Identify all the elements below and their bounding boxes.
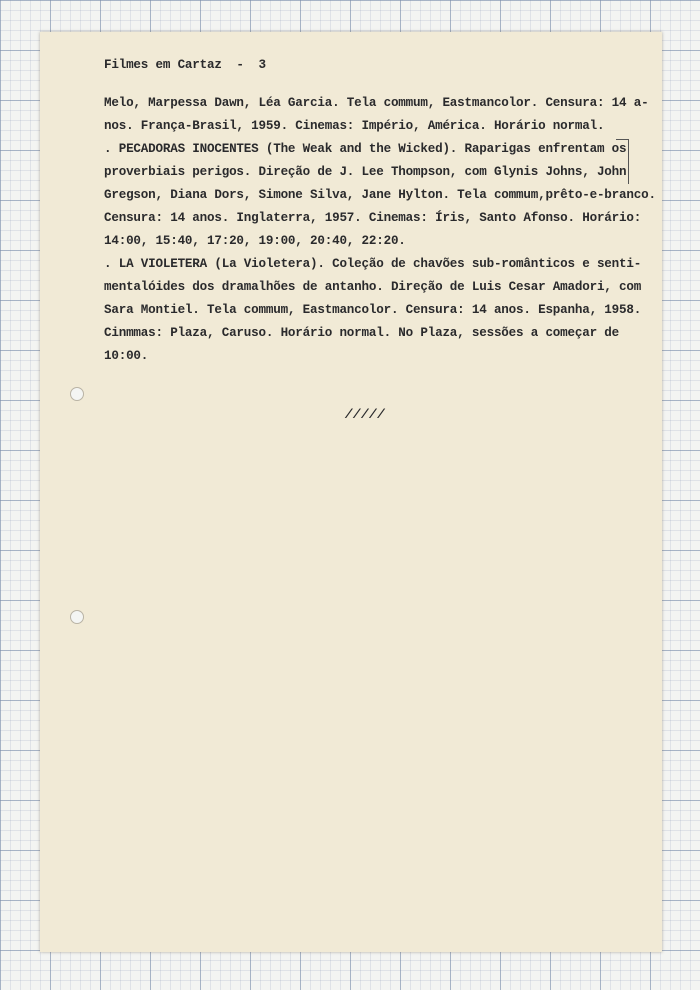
text-line: Censura: 14 anos. Inglaterra, 1957. Cinemas: Íris, Santo Afonso. Horário: bbox=[104, 211, 642, 225]
text-line: mentalóides dos dramalhões de antanho. Direção de Luis Cesar Amadori, com bbox=[104, 280, 642, 294]
text-line: Sara Montiel. Tela commum, Eastmancolor. Censura: 14 anos. Espanha, 1958. bbox=[104, 303, 642, 317]
text-line: 10:00. bbox=[104, 349, 149, 363]
text-line: Gregson, Diana Dors, Simone Silva, Jane Hylton. Tela commum,prêto-e-branco. bbox=[104, 188, 656, 202]
text-line: proverbiais perigos. Direção de J. Lee Thompson, com Glynis Johns, John bbox=[104, 165, 627, 179]
punch-hole-bottom bbox=[70, 610, 84, 624]
end-mark: ///// bbox=[344, 408, 386, 422]
text-line: Cinmmas: Plaza, Caruso. Horário normal. No Plaza, sessões a começar de bbox=[104, 326, 620, 340]
text-line: nos. França-Brasil, 1959. Cinemas: Império, América. Horário normal. bbox=[104, 119, 605, 133]
punch-hole-top bbox=[70, 387, 84, 401]
text-line: . PECADORAS INOCENTES (The Weak and the Wicked). Raparigas enfrentam os bbox=[104, 142, 627, 156]
page-header: Filmes em Cartaz - 3 bbox=[104, 58, 266, 72]
text-line: Melo, Marpessa Dawn, Léa Garcia. Tela commum, Eastmancolor. Censura: 14 a- bbox=[104, 96, 649, 110]
text-line: . LA VIOLETERA (La Violetera). Coleção de chavões sub-românticos e senti- bbox=[104, 257, 642, 271]
document-page bbox=[40, 32, 662, 952]
text-line: 14:00, 15:40, 17:20, 19:00, 20:40, 22:20. bbox=[104, 234, 406, 248]
typed-text-block bbox=[104, 54, 656, 427]
